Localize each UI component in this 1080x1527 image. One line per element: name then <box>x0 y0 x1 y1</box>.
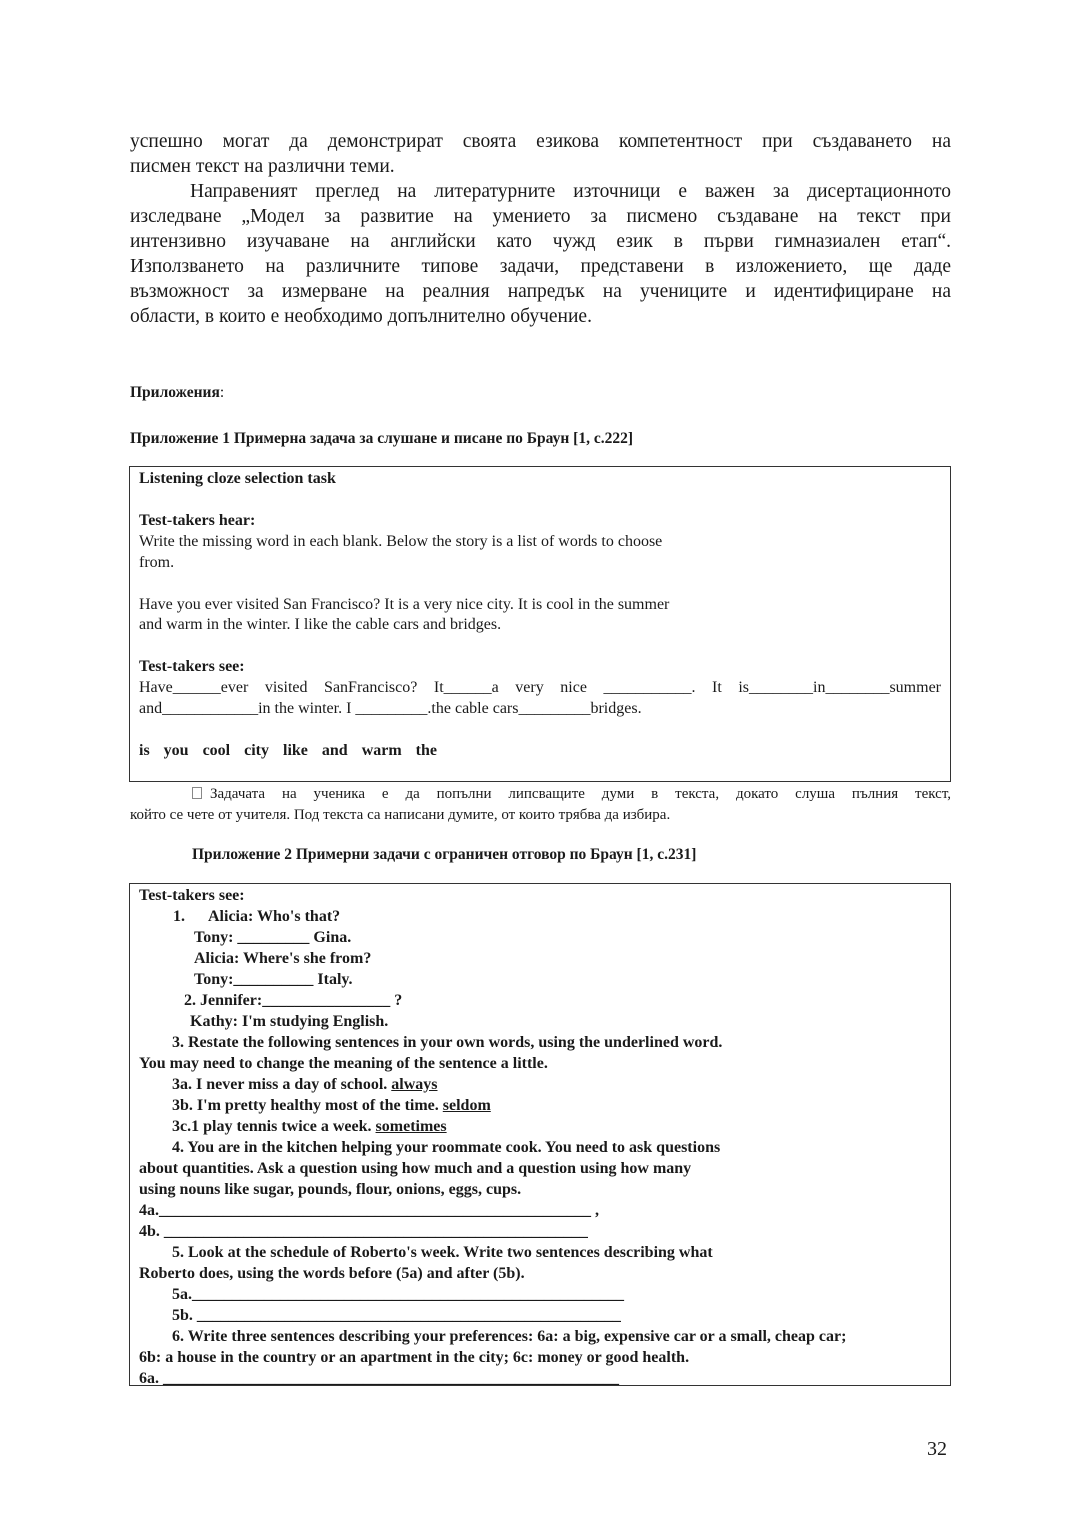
q3a-underlined-word: always <box>391 1076 438 1093</box>
q5b-answer-line: 5b. _____________________________________________________ <box>172 1307 621 1324</box>
q3-line: You may need to change the meaning of the sentence a little. <box>139 1055 548 1072</box>
story-line: and warm in the winter. I like the cable cars and bridges. <box>139 616 502 633</box>
appendix-1-note <box>130 784 951 826</box>
text-line: изследване „Модел за развитие на умението за писмено създаване на текст при <box>130 206 951 227</box>
appendix-2-title: Приложение 2 Примерни задачи с ограничен отговор по Браун [1, с.231] <box>192 846 697 863</box>
q4a-answer-line: 4a.______________________________________________________ , <box>139 1202 599 1219</box>
bullet-box-icon <box>192 787 202 799</box>
word-option: the <box>415 742 437 759</box>
q4-line: using nouns like sugar, pounds, flour, onions, eggs, cups. <box>139 1181 522 1198</box>
q4-line: 4. You are in the kitchen helping your roommate cook. You need to ask questions <box>172 1139 721 1156</box>
word-option: and <box>321 742 348 759</box>
q3c-line <box>172 1117 447 1137</box>
appendices-heading-colon: : <box>219 384 225 401</box>
q2-line: 2. Jennifer:________________ ? <box>184 992 403 1009</box>
q4b-answer-line: 4b. _____________________________________________________ <box>139 1223 588 1240</box>
intro-paragraph-1 <box>130 129 951 179</box>
q6-line: 6. Write three sentences describing your preferences: 6a: a big, expensive car or a small, cheap car; <box>172 1328 847 1345</box>
word-option: you <box>163 742 189 759</box>
hear-line: Write the missing word in each blank. Below the story is a list of words to choose <box>139 533 663 550</box>
note-line: Задачата на ученика е да попълни липсващите думи в текста, докато слуша пълния текст, <box>210 786 951 802</box>
q1-line: Alicia: Who's that? <box>208 908 341 925</box>
q1-line: Tony: _________ Gina. <box>194 929 352 946</box>
appendix-2-box <box>129 883 951 1386</box>
word-option: warm <box>361 742 402 759</box>
intro-paragraph-2 <box>130 179 951 329</box>
text-line: Използването на различните типове задачи, представени в изложението, ще даде <box>130 256 951 277</box>
word-option: cool <box>202 742 231 759</box>
page-number: 32 <box>927 1438 947 1460</box>
text-line: възможност за измерване на реалния напредък на учениците и идентифициране на <box>130 281 951 302</box>
q2-line: Kathy: I'm studying English. <box>190 1013 389 1030</box>
text-line: успешно могат да демонстрират своята езикова компетентност при създаването на <box>130 131 951 152</box>
see-label: Test-takers see: <box>139 658 245 675</box>
q4-line: about quantities. Ask a question using how much and a question using how many <box>139 1160 692 1177</box>
q3-line: 3. Restate the following sentences in your own words, using the underlined word. <box>172 1034 723 1051</box>
q3a-line <box>172 1075 438 1095</box>
text-line: области, в които е необходимо допълнително обучение. <box>130 306 592 327</box>
q3b-text: 3b. I'm pretty healthy most of the time. <box>172 1097 443 1114</box>
text-line: писмен текст на различни теми. <box>130 156 395 177</box>
word-option: like <box>283 742 308 759</box>
q3b-line <box>172 1096 491 1116</box>
appendices-heading <box>130 384 224 402</box>
appendix-1-box <box>129 466 951 782</box>
q5-line: 5. Look at the schedule of Roberto's week. Write two sentences describing what <box>172 1244 713 1261</box>
text-line: интензивно изучаване на английски като чужд език в първи гимназиален етап“. <box>130 231 951 252</box>
word-option: city <box>244 742 269 759</box>
q3b-underlined-word: seldom <box>442 1097 491 1114</box>
hear-line: from. <box>139 554 175 571</box>
cloze-line: and____________in the winter. I _________.the cable cars_________bridges. <box>139 700 642 717</box>
hear-label: Test-takers hear: <box>139 512 256 529</box>
note-line: който се чете от учителя. Под текста са написани думите, от които трябва да избира. <box>130 807 671 823</box>
q6-line: 6b: a house in the country or an apartment in the city; 6c: money or good health. <box>139 1349 690 1366</box>
q1-line: Alicia: Where's she from? <box>194 950 372 967</box>
q5a-answer-line: 5a.______________________________________________________ <box>172 1286 624 1303</box>
appendices-heading-text: Приложения <box>130 384 220 401</box>
appendix-1-title: Приложение 1 Примерна задача за слушане и писане по Браун [1, с.222] <box>130 430 634 447</box>
q1-number: 1. <box>173 908 185 925</box>
q3c-text: 3c.1 play tennis twice a week. <box>172 1118 376 1135</box>
text-line: Направеният преглед на литературните източници е важен за дисертационното <box>190 181 951 202</box>
q6a-answer-line: 6a. _________________________________________________________ <box>139 1370 619 1387</box>
q3c-underlined-word: sometimes <box>375 1118 447 1135</box>
task-title: Listening cloze selection task <box>139 470 336 487</box>
see-label: Test-takers see: <box>139 887 245 904</box>
q1-line: Tony:__________ Italy. <box>194 971 353 988</box>
story-line: Have you ever visited San Francisco? It is a very nice city. It is cool in the summer <box>139 596 670 613</box>
word-option: is <box>139 742 150 759</box>
word-list <box>139 741 437 761</box>
q3a-text: 3a. I never miss a day of school. <box>172 1076 392 1093</box>
cloze-line: Have______ever visited SanFrancisco? It______a very nice ___________. It is________in________summer <box>139 679 941 696</box>
q5-line: Roberto does, using the words before (5a) and after (5b). <box>139 1265 525 1282</box>
